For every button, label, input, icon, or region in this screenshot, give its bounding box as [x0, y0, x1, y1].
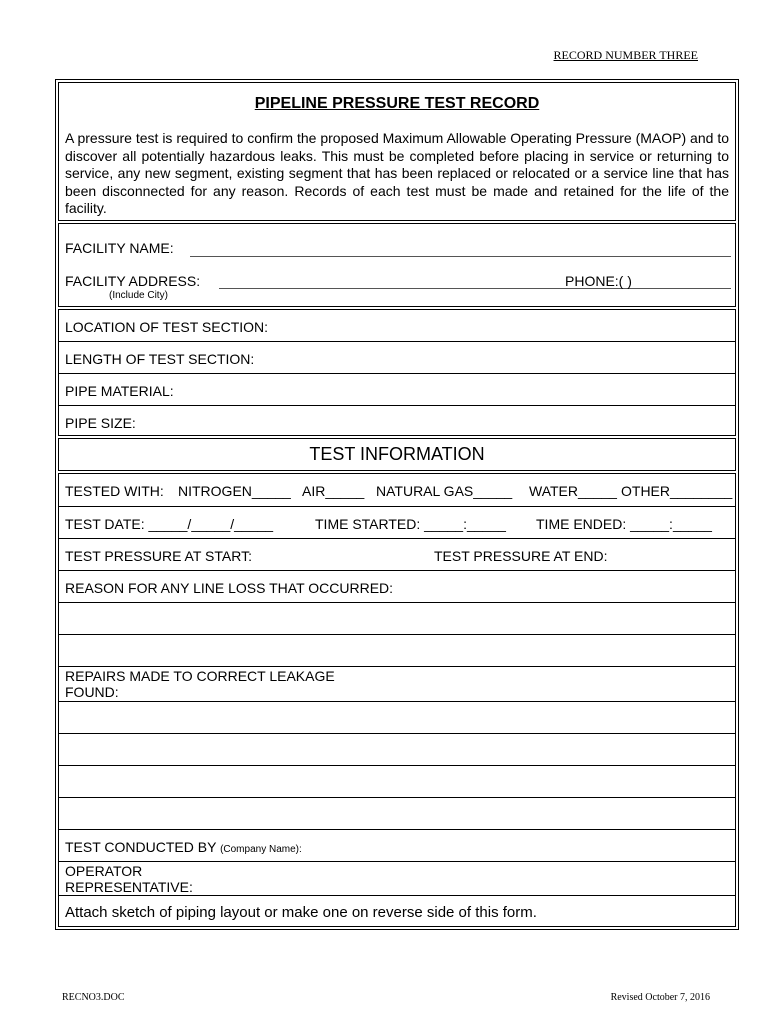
- repairs-blank-2[interactable]: [59, 734, 735, 766]
- location-label: LOCATION OF TEST SECTION:: [65, 319, 269, 335]
- location-row[interactable]: [59, 310, 735, 342]
- water-option[interactable]: WATER_____: [529, 483, 617, 499]
- footer-doc-name: RECNO3.DOC: [62, 992, 125, 1003]
- operator-row[interactable]: [59, 862, 735, 896]
- intro-section: [58, 82, 736, 221]
- tested-with-row: [59, 474, 735, 507]
- test-info-heading: TEST INFORMATION: [309, 444, 485, 464]
- facility-address-field[interactable]: [219, 288, 731, 289]
- facility-name-label: FACILITY NAME:: [65, 240, 174, 256]
- facility-address-label: FACILITY ADDRESS:: [65, 273, 201, 289]
- pressure-test-form: [55, 79, 739, 930]
- facility-section: [58, 223, 736, 307]
- footer-revised: Revised October 7, 2016: [610, 992, 710, 1003]
- tested-with-label: TESTED WITH:: [65, 483, 164, 499]
- intro-text: A pressure test is required to confirm the proposed Maximum Allowable Operating Pressure (MAOP) and to discover all potentially hazardous leaks. This must be completed before placing in service or returning to service, any new segment, existing segment that has been replaced or relocated or a service line that has been disconnected for any reason. Records of each test must be made and retained for the life of the facility.: [65, 130, 729, 216]
- conducted-by-label: [65, 839, 302, 855]
- record-number: RECORD NUMBER THREE: [553, 48, 698, 62]
- test-details-section: [58, 473, 736, 927]
- address-note: (Include City): [109, 290, 168, 301]
- time-started-field[interactable]: TIME STARTED: _____:_____: [315, 516, 506, 532]
- pressure-row: [59, 539, 735, 571]
- time-ended-field[interactable]: TIME ENDED: _____:_____: [536, 516, 712, 532]
- operator-label-2: REPRESENTATIVE:: [65, 879, 193, 895]
- line-loss-label: REASON FOR ANY LINE LOSS THAT OCCURRED:: [65, 580, 394, 596]
- form-title: PIPELINE PRESSURE TEST RECORD: [254, 95, 540, 112]
- line-loss-blank-1[interactable]: [59, 603, 735, 635]
- operator-label-1: OPERATOR: [65, 863, 143, 879]
- repairs-blank-3[interactable]: [59, 766, 735, 798]
- phone-label: PHONE:( ): [565, 273, 632, 289]
- test-date-field[interactable]: TEST DATE: _____/_____/_____: [65, 516, 274, 532]
- attach-note: Attach sketch of piping layout or make one on reverse side of this form.: [65, 904, 537, 921]
- length-row[interactable]: [59, 342, 735, 374]
- natural-gas-option[interactable]: NATURAL GAS_____: [376, 483, 513, 499]
- repairs-label-2: FOUND:: [65, 684, 119, 700]
- repairs-blank-4[interactable]: [59, 798, 735, 830]
- material-label: PIPE MATERIAL:: [65, 383, 174, 399]
- size-row[interactable]: [59, 406, 735, 437]
- air-option[interactable]: AIR_____: [302, 483, 365, 499]
- nitrogen-option[interactable]: NITROGEN_____: [178, 483, 291, 499]
- repairs-blank-1[interactable]: [59, 702, 735, 734]
- other-option[interactable]: OTHER________: [621, 483, 733, 499]
- test-info-heading-section: [58, 438, 736, 471]
- pipe-section: [58, 309, 736, 436]
- pressure-end-label[interactable]: TEST PRESSURE AT END:: [434, 548, 608, 564]
- company-name-note: (Company Name):: [220, 844, 302, 855]
- repairs-row[interactable]: [59, 667, 735, 702]
- conducted-by-text: TEST CONDUCTED BY: [65, 839, 217, 855]
- material-row[interactable]: [59, 374, 735, 406]
- conducted-by-row[interactable]: [59, 830, 735, 862]
- pressure-start-label[interactable]: TEST PRESSURE AT START:: [65, 548, 252, 564]
- facility-name-field[interactable]: [190, 256, 731, 257]
- line-loss-blank-2[interactable]: [59, 635, 735, 667]
- line-loss-row[interactable]: [59, 571, 735, 603]
- size-label: PIPE SIZE:: [65, 415, 136, 431]
- attach-row: [59, 896, 735, 928]
- length-label: LENGTH OF TEST SECTION:: [65, 351, 255, 367]
- repairs-label-1: REPAIRS MADE TO CORRECT LEAKAGE: [65, 668, 335, 684]
- test-date-row: [59, 507, 735, 539]
